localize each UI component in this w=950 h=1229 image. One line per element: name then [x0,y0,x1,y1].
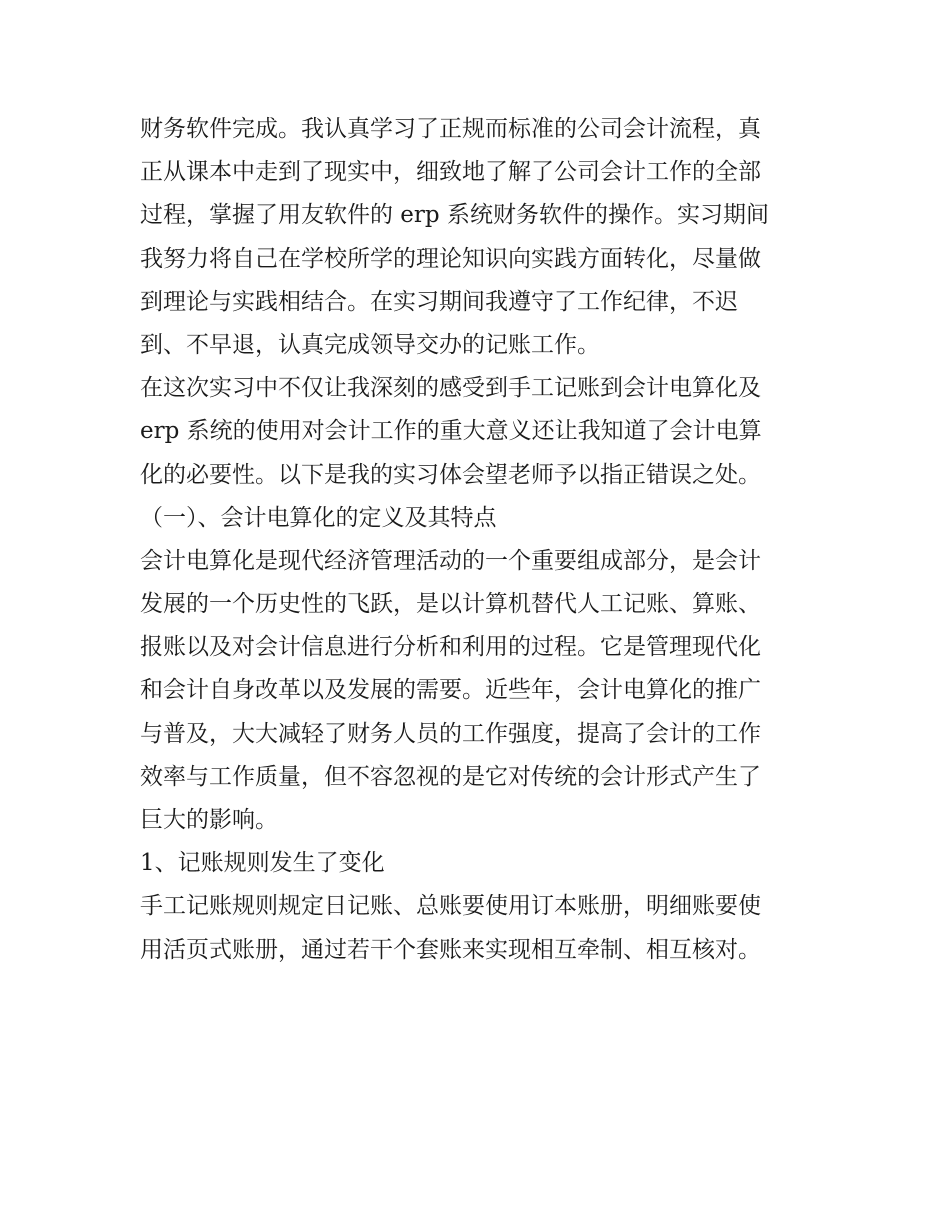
text-line: 手工记账规则规定日记账、总账要使用订本账册，明细账要使 [140,893,761,920]
text-line: 过程，掌握了用友软件的 erp 系统财务软件的操作。实习期间 [140,202,769,229]
section-heading-accounting-computerization [140,497,815,540]
text-line: 效率与工作质量，但不容忽视的是它对传统的会计形式产生了 [140,763,761,790]
text-line: 发展的一个历史性的飞跃，是以计算机替代人工记账、算账、 [140,591,761,618]
text-line: 到、不早退，认真完成领导交办的记账工作。 [140,331,600,358]
text-line: 会计电算化是现代经济管理活动的一个重要组成部分，是会计 [140,547,761,574]
text-line: 巨大的影响。 [140,807,278,833]
text-line: 到理论与实践相结合。在实习期间我遵守了工作纪律，不迟 [140,288,738,315]
paragraph-definition [140,540,815,842]
text-line: 化的必要性。以下是我的实习体会望老师予以指正错误之处。 [140,461,761,488]
text-line: 在这次实习中不仅让我深刻的感受到手工记账到会计电算化及 [140,375,761,402]
text-line: 正从课本中走到了现实中，细致地了解了公司会计工作的全部 [140,159,761,186]
section-heading-bookkeeping-rules [140,842,815,885]
paragraph-rules [140,885,815,971]
heading-line: （一）、会计电算化的定义及其特点 [140,504,497,531]
document-body [140,108,815,972]
text-line: 和会计自身改革以及发展的需要。近些年，会计电算化的推广 [140,677,761,704]
text-line: 财务软件完成。我认真学习了正规而标准的公司会计流程，真 [140,116,761,142]
text-line: 与普及，大大减轻了财务人员的工作强度，提高了会计的工作 [140,720,761,747]
paragraph-intro-continued [140,108,815,367]
text-line: 报账以及对会计信息进行分析和利用的过程。它是管理现代化 [140,634,761,661]
text-line: 我努力将自己在学校所学的理论知识向实践方面转化，尽量做 [140,245,761,272]
paragraph-experience [140,367,815,497]
heading-line: 1、记账规则发生了变化 [140,850,385,877]
text-line: erp 系统的使用对会计工作的重大意义还让我知道了会计电算 [140,418,762,445]
text-line: 用活页式账册，通过若干个套账来实现相互牵制、相互核对。 [140,936,761,963]
